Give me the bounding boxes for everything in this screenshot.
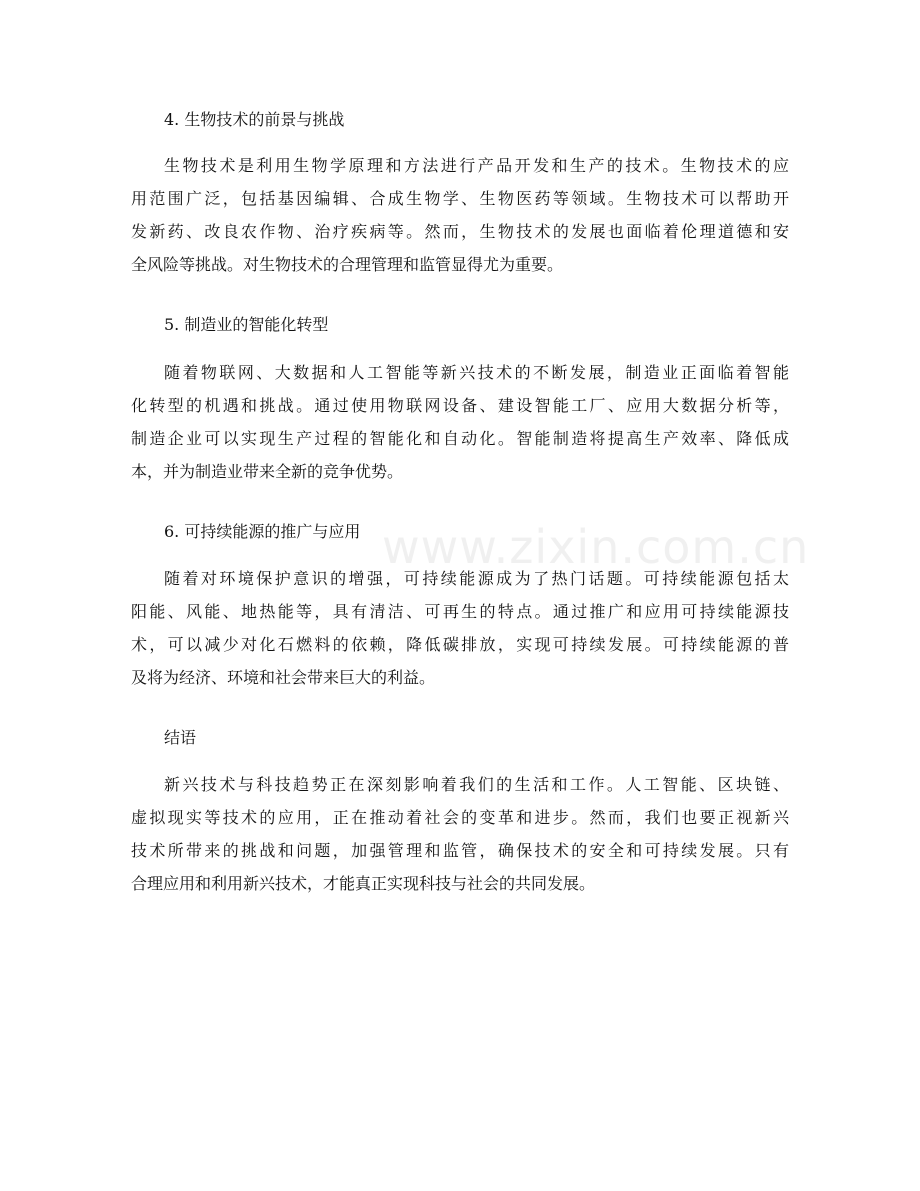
section-paragraph-manufacturing <box>131 362 789 494</box>
paragraph-line: 制造企业可以实现生产过程的智能化和自动化。智能制造将提高生产效率、降低成 <box>131 429 789 448</box>
paragraph-line: 化转型的机遇和挑战。通过使用物联网设备、建设智能工厂、应用大数据分析等， <box>131 396 789 415</box>
watermark: www.zixin.com.cn <box>382 520 810 574</box>
paragraph-line: 虚拟现实等技术的应用，正在推动着社会的变革和进步。然而，我们也要正视新兴 <box>131 808 789 827</box>
paragraph-line: 发新药、改良农作物、治疗疾病等。然而，生物技术的发展也面临着伦理道德和安 <box>131 222 789 241</box>
paragraph-line: 阳能、风能、地热能等，具有清洁、可再生的特点。通过推广和应用可持续能源技 <box>131 602 789 621</box>
section-paragraph-biotech <box>131 155 789 287</box>
paragraph-line: 用范围广泛，包括基因编辑、合成生物学、生物医药等领域。生物技术可以帮助开 <box>131 189 789 208</box>
paragraph-line: 全风险等挑战。对生物技术的合理管理和监管显得尤为重要。 <box>131 255 564 274</box>
paragraph-line: 本，并为制造业带来全新的竞争优势。 <box>131 462 404 481</box>
section-heading-conclusion: 结语 <box>164 728 197 747</box>
paragraph-line: 随着对环境保护意识的增强，可持续能源成为了热门话题。可持续能源包括太 <box>164 569 789 588</box>
paragraph-line: 随着物联网、大数据和人工智能等新兴技术的不断发展，制造业正面临着智能 <box>164 363 789 382</box>
paragraph-line: 生物技术是利用生物学原理和方法进行产品开发和生产的技术。生物技术的应 <box>164 156 789 175</box>
paragraph-line: 及将为经济、环境和社会带来巨大的利益。 <box>131 668 436 687</box>
section-heading-biotech: 4. 生物技术的前景与挑战 <box>164 110 345 129</box>
paragraph-line: 技术所带来的挑战和问题，加强管理和监管，确保技术的安全和可持续发展。只有 <box>131 841 789 860</box>
section-paragraph-renewable-energy <box>131 568 789 700</box>
section-paragraph-conclusion <box>131 774 789 906</box>
section-heading-renewable-energy: 6. 可持续能源的推广与应用 <box>164 522 361 541</box>
paragraph-line: 合理应用和利用新兴技术，才能真正实现科技与社会的共同发展。 <box>131 874 596 893</box>
section-heading-manufacturing: 5. 制造业的智能化转型 <box>164 315 329 334</box>
paragraph-line: 术，可以减少对化石燃料的依赖，降低碳排放，实现可持续发展。可持续能源的普 <box>131 635 789 654</box>
paragraph-line: 新兴技术与科技趋势正在深刻影响着我们的生活和工作。人工智能、区块链、 <box>164 775 789 794</box>
